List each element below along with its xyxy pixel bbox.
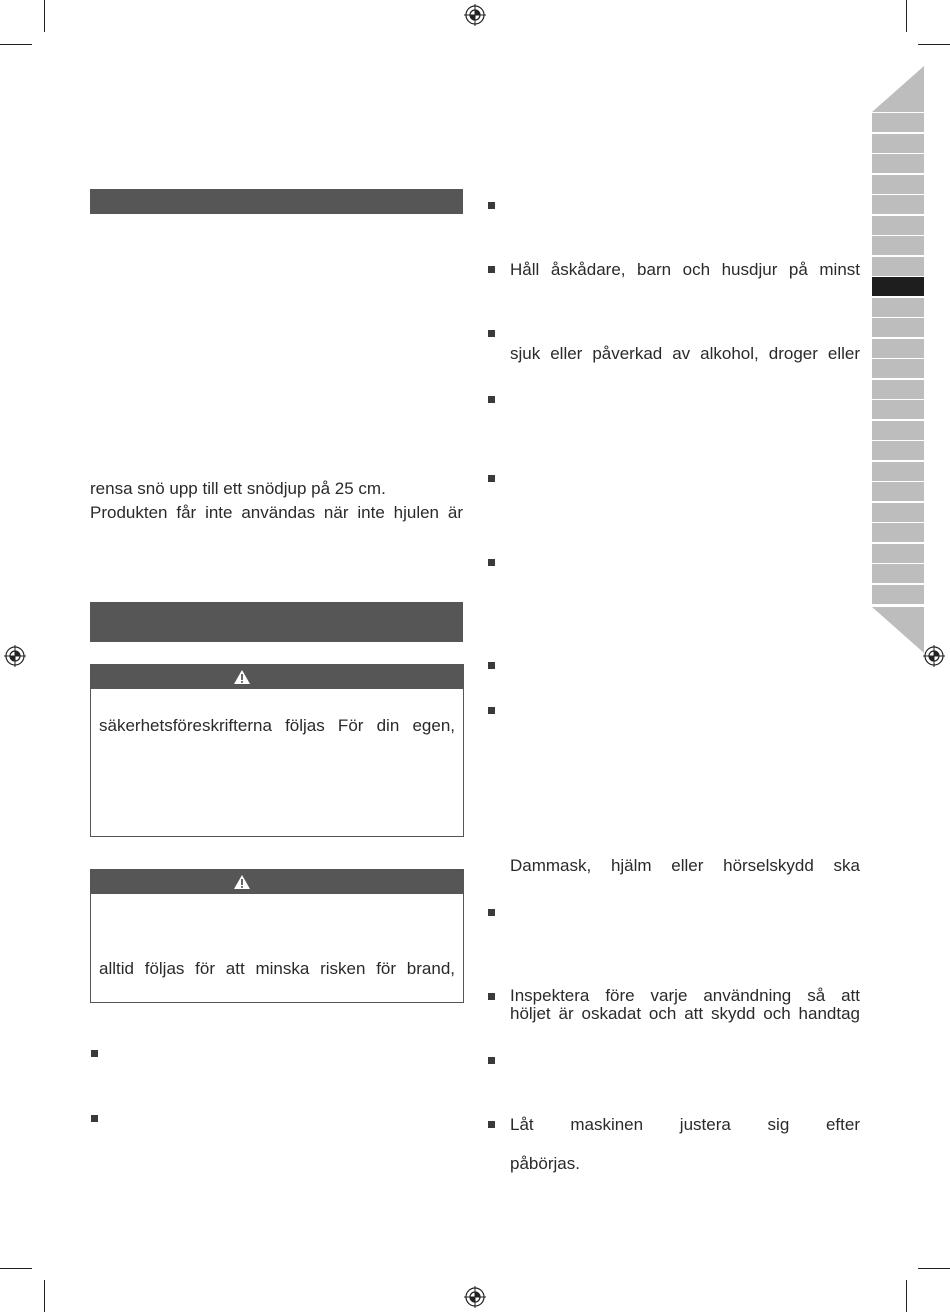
language-tab[interactable] (872, 380, 924, 399)
bullet-icon (488, 993, 495, 1000)
bullet-icon (488, 559, 495, 566)
language-tab[interactable] (872, 400, 924, 419)
language-tab[interactable] (872, 503, 924, 522)
crop-mark (906, 1280, 907, 1312)
tab-strip-top-triangle (872, 66, 924, 112)
warning-text-line: alltid följas för att minska risken för brand, (99, 959, 455, 978)
bullet-icon (91, 1115, 98, 1122)
bullet-icon (488, 662, 495, 669)
language-tab[interactable] (872, 298, 924, 317)
language-tab[interactable] (872, 482, 924, 501)
bullet-icon (488, 707, 495, 714)
inspect-text-line-2: höljet är oskadat och att skydd och handtag (510, 1004, 860, 1023)
language-tab[interactable] (872, 421, 924, 440)
language-tab[interactable] (872, 236, 924, 255)
language-tab[interactable] (872, 544, 924, 563)
warning-triangle-icon (233, 669, 251, 685)
language-tab-strip (872, 113, 924, 607)
intended-use-line-2: Produkten får inte användas när inte hjulen är (90, 503, 463, 522)
section-header-bar (90, 189, 463, 214)
language-tab[interactable] (872, 585, 924, 604)
language-tab-active[interactable] (872, 277, 924, 296)
bullet-icon (91, 1050, 98, 1057)
language-tab[interactable] (872, 564, 924, 583)
adjust-text-line-1: Låt maskinen justera sig efter (510, 1115, 860, 1134)
language-tab[interactable] (872, 216, 924, 235)
warning-box (90, 664, 464, 837)
language-tab[interactable] (872, 359, 924, 378)
language-tab[interactable] (872, 441, 924, 460)
warning-header (91, 665, 463, 689)
bullet-icon (488, 202, 495, 209)
language-tab[interactable] (872, 318, 924, 337)
language-tab[interactable] (872, 462, 924, 481)
registration-mark-icon (464, 1286, 486, 1308)
registration-mark-icon (4, 645, 26, 667)
crop-mark (0, 1268, 32, 1269)
condition-text: sjuk eller påverkad av alkohol, droger eller (510, 344, 860, 363)
crop-mark (906, 0, 907, 32)
language-tab[interactable] (872, 175, 924, 194)
bullet-icon (488, 396, 495, 403)
language-tab[interactable] (872, 339, 924, 358)
bullet-icon (488, 266, 495, 273)
language-tab[interactable] (872, 154, 924, 173)
warning-triangle-icon (233, 874, 251, 890)
bullet-icon (488, 475, 495, 482)
crop-mark (918, 1268, 950, 1269)
intended-use-line-1: rensa snö upp till ett snödjup på 25 cm. (90, 479, 386, 498)
warning-text-line: säkerhetsföreskrifterna följas För din egen, (99, 716, 455, 735)
adjust-text-line-2: påbörjas. (510, 1154, 580, 1173)
crop-mark (44, 1280, 45, 1312)
bullet-icon (488, 1121, 495, 1128)
crop-mark (0, 44, 32, 45)
language-tab[interactable] (872, 257, 924, 276)
keep-away-text: Håll åskådare, barn och husdjur på minst (510, 260, 860, 279)
language-tab[interactable] (872, 113, 924, 132)
registration-mark-icon (923, 645, 945, 667)
inspect-text-line-1: Inspektera före varje användning så att (510, 986, 860, 1005)
tab-strip-bottom-triangle (872, 607, 924, 653)
bullet-icon (488, 330, 495, 337)
language-tab[interactable] (872, 195, 924, 214)
warning-header (91, 870, 463, 894)
warning-box (90, 869, 464, 1003)
crop-mark (44, 0, 45, 32)
registration-mark-icon (464, 4, 486, 26)
protection-text: Dammask, hjälm eller hörselskydd ska (510, 856, 860, 875)
language-tab[interactable] (872, 523, 924, 542)
language-tab[interactable] (872, 134, 924, 153)
bullet-icon (488, 1057, 495, 1064)
bullet-icon (488, 909, 495, 916)
crop-mark (918, 44, 950, 45)
safety-section-header-bar (90, 602, 463, 642)
